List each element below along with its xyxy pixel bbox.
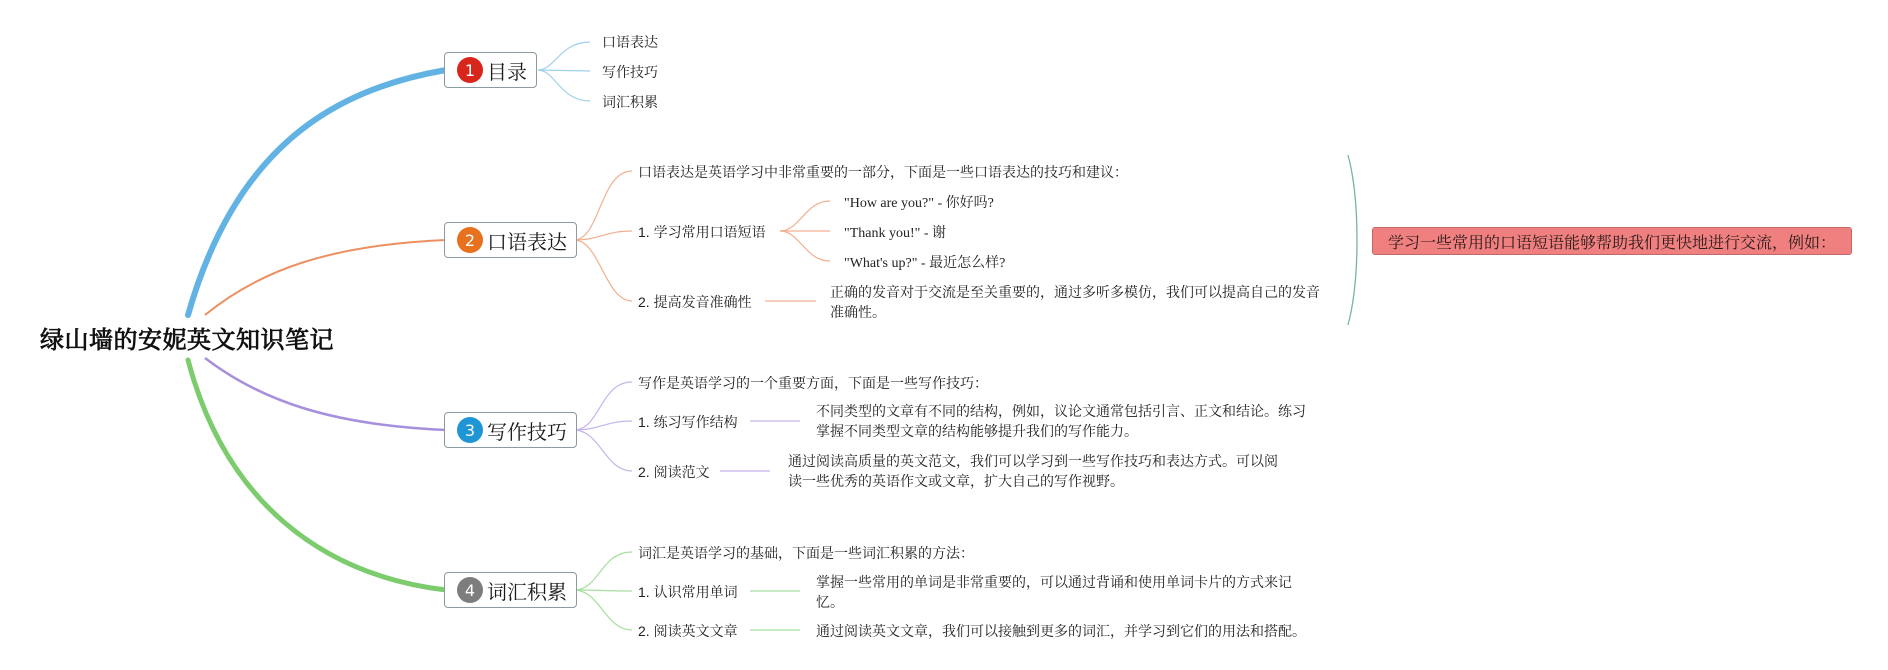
detail-text[interactable]: 通过阅读高质量的英文范文，我们可以学习到一些写作技巧和表达方式。可以阅读一些优秀的英语作文或文章，扩大自己的写作视野。 [788,453,1278,489]
subtopic-item[interactable]: 口语表达 [602,34,658,50]
phrase-item[interactable]: "Thank you!" - 谢 [844,226,947,241]
number-badge-icon: 2 [457,227,483,253]
subtopic-item[interactable]: 2. 阅读英文文章 [638,623,738,639]
summary-bracket [1348,155,1357,325]
topic-intro[interactable]: 口语表达是英语学习中非常重要的一部分，下面是一些口语表达的技巧和建议： [638,164,1128,180]
topic-label: 目录 [487,59,527,84]
branch-line-2 [205,240,446,315]
detail-text[interactable]: 不同类型的文章有不同的结构，例如，议论文通常包括引言、正文和结论。练习掌握不同类型文章的结构能够提升我们的写作能力。 [816,403,1306,439]
number-badge-icon: 4 [457,577,483,603]
topic-label: 词汇积累 [487,579,567,604]
subtopic-item[interactable]: 2. 阅读范文 [638,464,710,480]
subtopic-item[interactable]: 写作技巧 [602,64,658,80]
subtopic-item[interactable]: 词汇积累 [602,94,658,110]
root-title: 绿山墙的安妮英文知识笔记 [40,326,334,354]
topic-node-3[interactable] [444,412,577,448]
branch-line-4 [188,360,446,590]
subtopic-item[interactable]: 1. 练习写作结构 [638,414,738,430]
subtopic-item[interactable]: 2. 提高发音准确性 [638,294,752,310]
topic-label: 口语表达 [487,229,567,254]
topic-node-1[interactable] [444,52,537,88]
detail-text[interactable]: 正确的发音对于交流是至关重要的，通过多听多模仿，我们可以提高自己的发音准确性。 [830,284,1320,320]
subtopic-item[interactable]: 1. 学习常用口语短语 [638,224,766,240]
topic-intro[interactable]: 写作是英语学习的一个重要方面，下面是一些写作技巧： [638,375,988,391]
phrase-item[interactable]: "How are you?" - 你好吗? [844,196,994,211]
summary-callout[interactable]: 学习一些常用的口语短语能够帮助我们更快地进行交流，例如： [1372,227,1852,255]
number-badge-icon: 3 [457,417,483,443]
branch-line-1 [188,70,446,315]
branch-line-3 [205,358,446,430]
number-badge-icon: 1 [457,57,483,83]
detail-text[interactable]: 通过阅读英文文章，我们可以接触到更多的词汇，并学习到它们的用法和搭配。 [816,623,1306,639]
topic1-connectors [538,42,590,101]
phrase-item[interactable]: "What's up?" - 最近怎么样? [844,256,1006,271]
topic-node-4[interactable] [444,572,577,608]
subtopic-item[interactable]: 1. 认识常用单词 [638,584,738,600]
topic-label: 写作技巧 [487,419,567,444]
detail-text[interactable]: 掌握一些常用的单词是非常重要的，可以通过背诵和使用单词卡片的方式来记忆。 [816,574,1292,610]
topic-intro[interactable]: 词汇是英语学习的基础，下面是一些词汇积累的方法： [638,545,974,561]
topic-node-2[interactable] [444,222,577,258]
